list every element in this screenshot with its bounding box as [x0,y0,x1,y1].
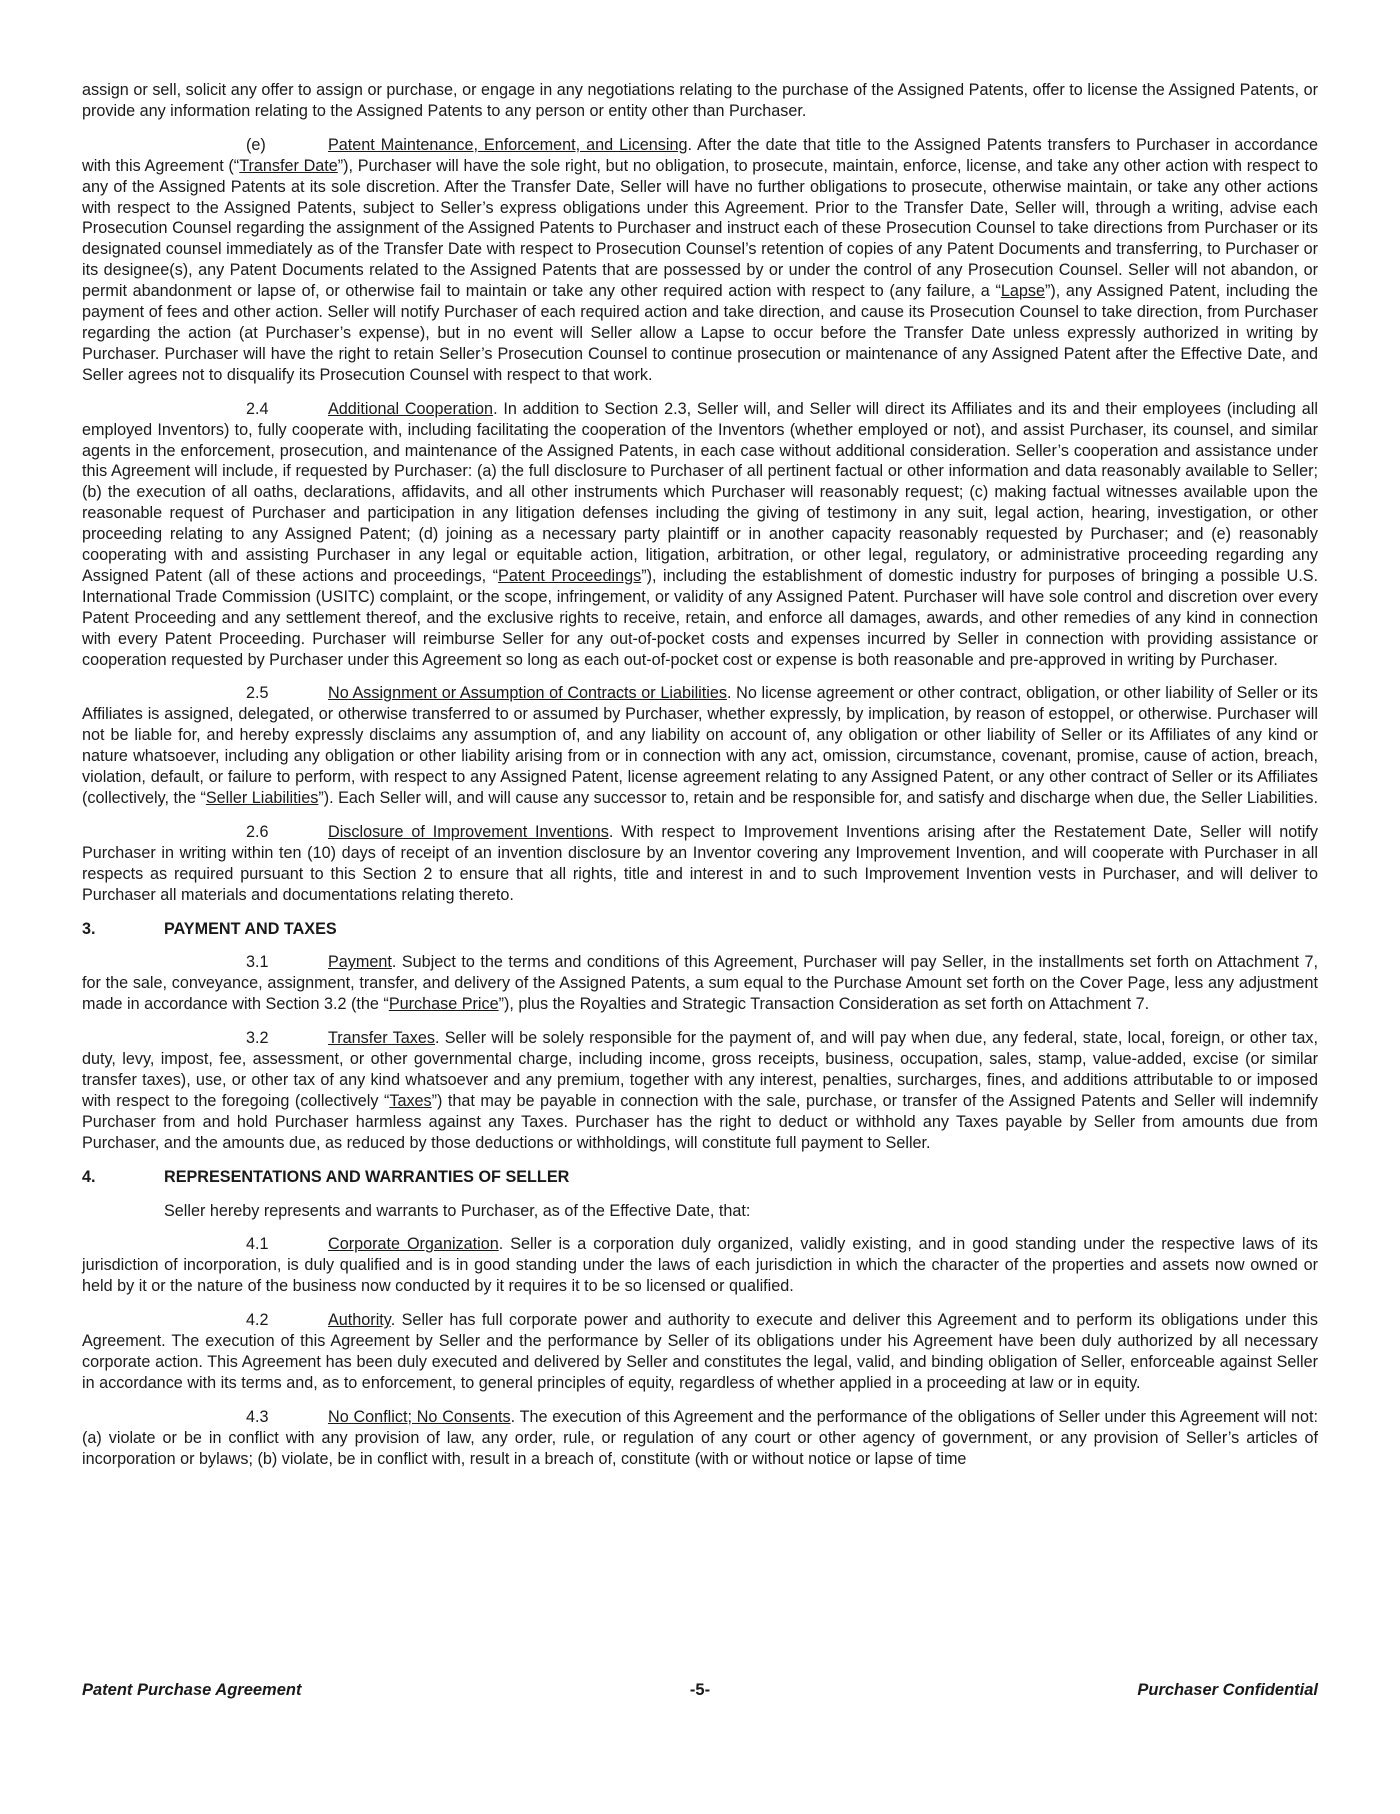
paragraph-heading: Patent Maintenance, Enforcement, and Licensing [328,135,688,154]
section-3-2 [82,1028,1318,1153]
paragraph-text: . After the date that title to the Assigned Patents transfers to Purchaser in accordance with this Agreement (“ [82,135,1318,175]
section-title: PAYMENT AND TAXES [164,919,337,938]
footer-document-title: Patent Purchase Agreement [82,1681,302,1699]
defined-term: Seller Liabilities [205,789,319,807]
paragraph-text: . Seller has full corporate power and authority to execute and deliver this Agreement and to perform its obligations under this Agreement. The execution of this Agreement by Seller and the performance by Seller of its obligations under his Agreement have been duly authorized by all necessary corporate action. This Agreement has been duly executed and delivered by Seller and constitutes the legal, valid, and binding obligation of Seller, enforceable against Seller in accordance with its terms and, as to enforcement, to general principles of equity, regardless of whether applied in a proceeding at law or in equity. [82,1311,1318,1392]
paragraph-number: 4.3 [246,1407,269,1426]
paragraph-text: . With respect to Improvement Inventions arising after the Restatement Date, Seller will notify Purchaser in writing within ten (10) days of receipt of an invention disclosure by an Inventor covering any Improvement Invention, and will cooperate with Purchaser in all respects as required pursuant to this Section 2 to ensure that all rights, title and interest in and to such Improvement Invention vests in Purchaser, and will deliver to Purchaser all materials and documentations relating thereto. [82,822,1318,904]
paragraph-text: . In addition to Section 2.3, Seller will, and Seller will direct its Affiliates and its and their employees (including all employed Inventors) to, fully cooperate with, including facilitating the cooperation of the Inventors (whether employed or not), and assist Purchaser, its counsel, and similar agents in the enforcement, prosecution, and maintenance of the Assigned Patents, in each case without additional consideration. Seller’s cooperation and assistance under this Agreement will include, if requested by Purchaser: (a) the full disclosure to Purchaser of all pertinent factual or other information and data reasonably available to Seller; (b) the execution of all oaths, declarations, affidavits, and all other instruments which Purchaser will reasonably request; (c) making factual witnesses available upon the reasonable request of Purchaser and participation in any litigation defenses including the giving of testimony in any suit, legal action, hearing, investigation, or other proceeding relating to any Assigned Patent; (d) joining as a necessary party plaintiff or in another capacity reasonably requested by Purchaser; and (e) reasonably cooperating with and assisting Purchaser in any legal or equitable action, litigation, arbitration, or other legal, regulatory, or administrative proceeding regarding any Assigned Patent (all of these actions and proceedings, “ [82,399,1318,585]
paragraph-heading: Disclosure of Improvement Inventions [328,822,609,841]
defined-term: Taxes [389,1091,432,1110]
paragraph-heading: Authority [328,1311,391,1330]
section-3-heading [82,919,1318,940]
paragraph-heading: Payment [328,953,392,972]
paragraph-text: ”), plus the Royalties and Strategic Transaction Consideration as set forth on Attachment 7. [498,995,1150,1014]
paragraph-text: ”), including the establishment of domestic industry for purposes of bringing a possible U.S. International Trade Commission (USITC) complaint, or the scope, infringement, or validity of any Assigned Patent. Purchaser will have sole control and discretion over every Patent Proceeding and any settlement thereof, and the exclusive rights to receive, retain, and enforce all damages, awards, and other remedies of any kind in connection with every Patent Proceeding. Purchaser will reimburse Seller for any out-of-pocket costs and expenses incurred by Seller in connection with providing assistance or cooperation requested by Purchaser under this Agreement so long as each out-of-pocket cost or expense is both reasonable and pre-approved in writing by Purchaser. [82,566,1318,669]
section-4-1 [82,1234,1318,1297]
paragraph-number: 3.2 [246,1029,269,1048]
section-4-3 [82,1407,1318,1470]
paragraph-heading: Corporate Organization [328,1235,499,1254]
paragraph-text: . Seller is a corporation duly organized, validly existing, and in good standing under the respective laws of its jurisdiction of incorporation, is duly qualified and is in good standing under the laws of each jurisdiction in which the character of the properties and assets now owned or held by it or the nature of the business now conducted by it requires it to be so licensed or qualified. [82,1235,1318,1296]
paragraph-e [82,135,1318,386]
defined-term: Transfer Date [239,156,338,175]
paragraph-text: . No license agreement or other contract, obligation, or other liability of Seller or its Affiliates is assigned, delegated, or otherwise transferred to or assumed by Purchaser, whether expressly, by implication, by reason of estoppel, or otherwise. Purchaser will not be liable for, and hereby expressly disclaims any assumption of, and any liability on account of, any obligation or other liability of Seller or its Affiliates of any kind or nature whatsoever, including any obligation or other liability arising from or in connection with any act, omission, circumstance, covenant, promise, cause of action, breach, violation, default, or failure to perform, with respect to any Assigned Patent, license agreement relating to any Assigned Patent, or any other contract of Seller or its Affiliates (collectively, the “ [82,684,1318,807]
paragraph-number: 4.2 [246,1311,269,1330]
section-2-6 [82,822,1318,906]
section-4-2 [82,1310,1318,1394]
section-number: 4. [82,1167,96,1186]
section-title: REPRESENTATIONS AND WARRANTIES OF SELLER [164,1167,570,1186]
paragraph-text: ”), Purchaser will have the sole right, but no obligation, to prosecute, maintain, enforce, license, and take any other action with respect to any of the Assigned Patents at its sole discretion. After the Transfer Date, Seller will have no further obligations to prosecute, otherwise maintain, or take any other actions with respect to the Assigned Patents, subject to Seller’s express obligations under this Agreement. Prior to the Transfer Date, Seller will, through a writing, advise each Prosecution Counsel regarding the assignment of the Assigned Patents to Purchaser and instruct each of these Prosecution Counsel to take directions from Purchaser or its designated counsel immediately as of the Transfer Date with respect to Prosecution Counsel’s retention of copies of any Patent Documents and transferring, to Purchaser or its designee(s), any Patent Documents related to the Assigned Patents that are possessed by or under the control of any Prosecution Counsel. Seller will not abandon, or permit abandonment or lapse of, or otherwise fail to maintain or take any other required action with respect to (any failure, a “ [82,156,1318,301]
defined-term: Patent Proceedings [498,566,642,585]
paragraph-text: . Subject to the terms and conditions of this Agreement, Purchaser will pay Seller, in the installments set forth on Attachment 7, for the sale, conveyance, assignment, transfer, and delivery of the Assigned Patents, a sum equal to the Purchase Amount set forth on the Cover Page, less any adjustment made in accordance with Section 3.2 (the “ [82,953,1318,1014]
paragraph-text: ”). Each Seller will, and will cause any successor to, retain and be responsible for, and satisfy and discharge when due, the Seller Liabilities. [318,789,1318,807]
paragraph-text: ”), any Assigned Patent, including the payment of fees and other action. Seller will notify Purchaser of each required action and take direction, and cause its Prosecution Counsel to take direction, from Purchaser regarding the action (at Purchaser’s expense), but in no event will Seller allow a Lapse to occur before the Transfer Date unless expressly authorized in writing by Purchaser. Purchaser will have the right to retain Seller’s Prosecution Counsel to continue prosecution or maintenance of any Assigned Patent after the Effective Date, and Seller agrees not to disqualify its Prosecution Counsel with respect to that work. [82,282,1318,384]
paragraph-text: ”) that may be payable in connection with the sale, purchase, or transfer of the Assigned Patents and Seller will indemnify Purchaser from and hold Purchaser harmless against any Taxes. Purchaser has the right to deduct or withhold any Taxes payable by Seller from amounts due from Purchaser, and the amounts due, as reduced by those deductions or withholdings, will constitute full payment to Seller. [82,1091,1318,1152]
section-2-4 [82,399,1318,671]
paragraph-heading: No Conflict; No Consents [328,1407,511,1426]
paragraph-number: 3.1 [246,953,269,972]
section-4-intro: Seller hereby represents and warrants to Purchaser, as of the Effective Date, that: [164,1201,751,1220]
page-footer [82,1681,1318,1703]
paragraph-heading: No Assignment or Assumption of Contracts or Liabilities [328,684,727,703]
paragraph-number: 2.4 [246,399,269,418]
paragraph-number: (e) [246,135,266,154]
footer-page-number: -5- [689,1681,711,1699]
section-4-heading [82,1167,1318,1188]
paragraph-heading: Transfer Taxes [328,1029,435,1048]
section-3-1 [82,952,1318,1015]
paragraph-number: 2.6 [246,822,269,841]
footer-confidentiality: Purchaser Confidential [1137,1681,1318,1699]
defined-term: Lapse [1000,282,1045,301]
section-number: 3. [82,919,96,938]
paragraph-text: . The execution of this Agreement and the performance of the obligations of Seller under this Agreement will not: (a) violate or be in conflict with any provision of law, any order, rule, or regulation of any court or other agency of government, or any provision of Seller’s articles of incorporation or bylaws; (b) violate, be in conflict with, result in a breach of, constitute (with or without notice or lapse of time [82,1407,1318,1468]
paragraph-continuation: assign or sell, solicit any offer to assign or purchase, or engage in any negotiations relating to the purchase of the Assigned Patents, offer to license the Assigned Patents, or provide any information relating to the Assigned Patents to any person or entity other than Purchaser. [82,81,1318,120]
paragraph-text: . Seller will be solely responsible for the payment of, and will pay when due, any federal, state, local, foreign, or other tax, duty, levy, impost, fee, assessment, or other governmental charge, including income, gross receipts, business, occupation, sales, stamp, value-added, excise (or similar transfer taxes), use, or other tax of any kind whatsoever and any premium, together with any interest, penalties, surcharges, fines, and additions attributable to or imposed with respect to the foregoing (collectively “ [82,1029,1318,1110]
paragraph-number: 2.5 [246,684,269,703]
section-2-5 [82,683,1318,808]
paragraph-heading: Additional Cooperation [328,399,494,418]
document-body [82,80,1318,1482]
defined-term: Purchase Price [388,995,499,1014]
paragraph-number: 4.1 [246,1235,269,1254]
